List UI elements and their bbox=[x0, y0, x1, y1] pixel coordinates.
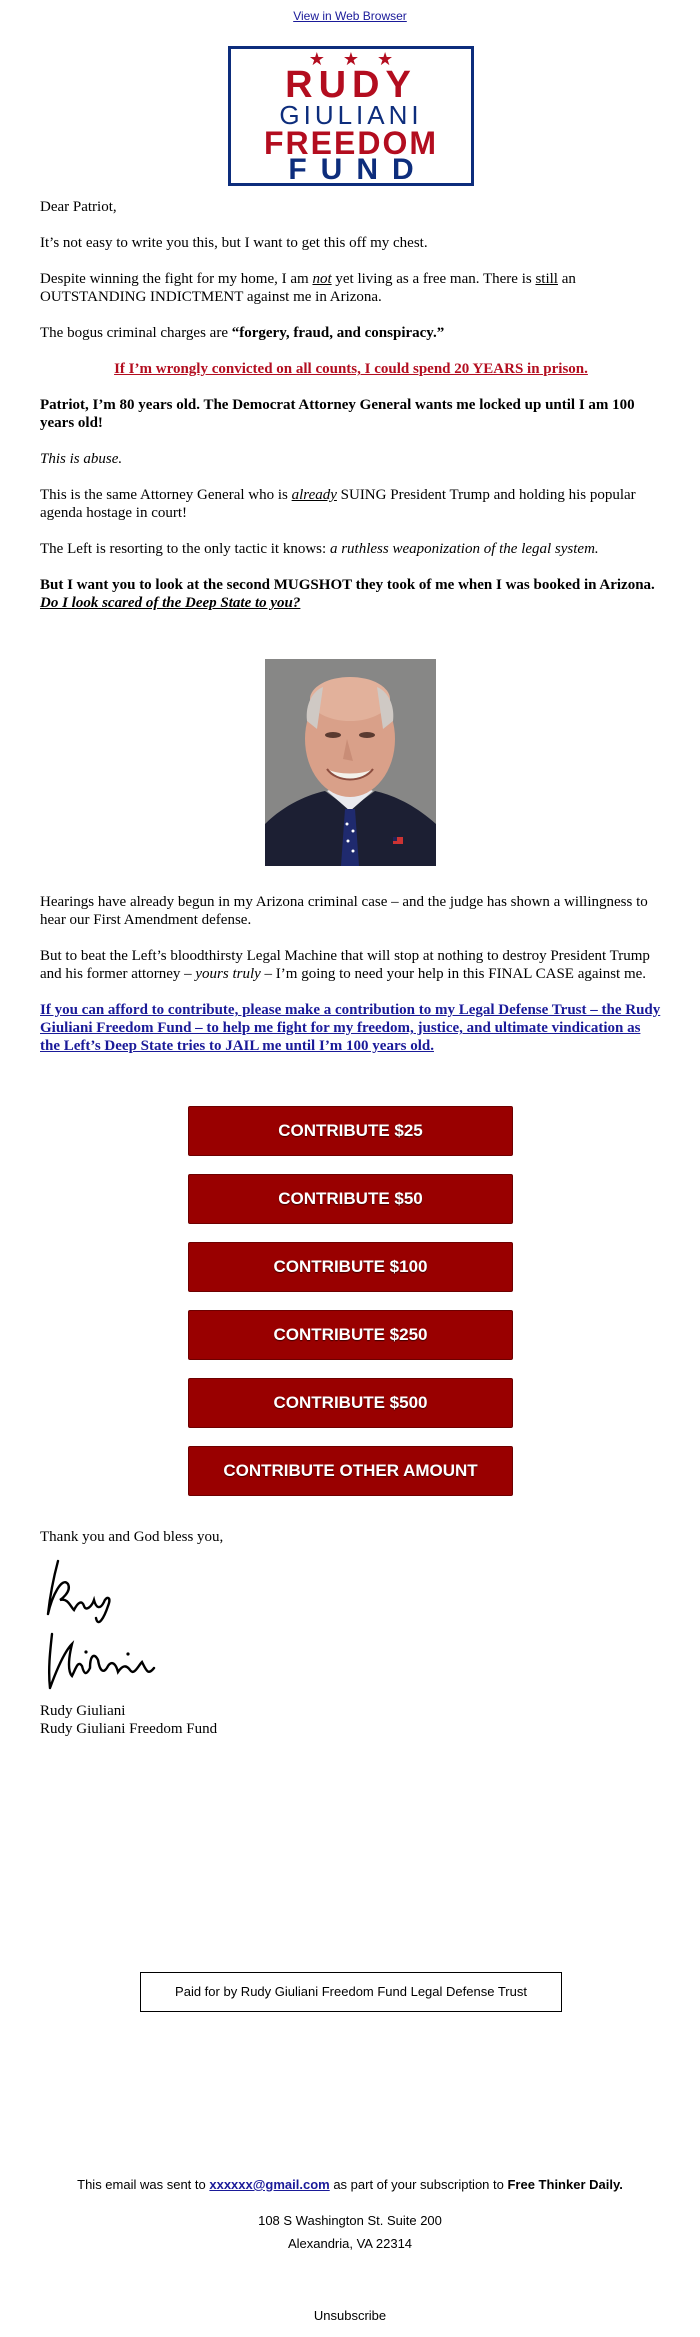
p11-yours-truly: yours truly bbox=[195, 966, 261, 982]
p2-text-b: yet living as a free man. There is bbox=[331, 271, 536, 287]
letter-body bbox=[40, 198, 662, 630]
address-line-2: Alexandria, VA 22314 bbox=[287, 2236, 413, 2251]
paragraph-left bbox=[40, 540, 662, 558]
p8-text-b: a ruthless weaponization of the legal system. bbox=[329, 541, 599, 557]
p7-text-b: SUING President Trump and holding his popular agenda hostage in court! bbox=[40, 487, 636, 521]
contribute-other-button[interactable]: CONTRIBUTE OTHER AMOUNT bbox=[188, 1446, 513, 1496]
contribute-25-button[interactable]: CONTRIBUTE $25 bbox=[188, 1106, 513, 1156]
greeting: Dear Patriot, bbox=[40, 199, 117, 215]
paragraph-1: It’s not easy to write you this, but I want to get this off my chest. bbox=[40, 235, 428, 251]
sent-text-a: This email was sent to bbox=[77, 2177, 210, 2192]
letter-body-2 bbox=[40, 893, 662, 1073]
p3-text-a: The bogus criminal charges are bbox=[40, 325, 232, 341]
subscription-notice bbox=[0, 2177, 700, 2193]
logo-stars: ★★★ bbox=[308, 49, 412, 69]
contribute-100-button[interactable]: CONTRIBUTE $100 bbox=[188, 1242, 513, 1292]
p8-text-a: The Left is resorting to the only tactic it knows: bbox=[40, 541, 330, 557]
signature-image bbox=[38, 1556, 198, 1696]
logo-line-rudy: RUDY bbox=[285, 64, 417, 106]
paragraph-3 bbox=[40, 324, 662, 342]
contribute-link[interactable]: If you can afford to contribute, please make a contribution to my Legal Defense Trust – the Rudy Giuliani Freedom Fund – to help me fight for my freedom, justice, and ultimate vindication as the Left’s Deep State tries to JAIL me until I’m 100 years old. bbox=[40, 1002, 661, 1054]
mugshot-photo bbox=[265, 659, 436, 866]
p11-text-c: – I’m going to need your help in this FINAL CASE against me. bbox=[260, 966, 647, 982]
paragraph-legal-machine bbox=[40, 947, 662, 983]
signer-name: Rudy Giuliani bbox=[40, 1703, 126, 1719]
p3-charges: “forgery, fraud, and conspiracy.” bbox=[231, 325, 445, 341]
p11-text-a: But to beat the Left’s bloodthirsty Legal Machine that will stop at nothing to destroy President Trump and his former attorney – bbox=[40, 948, 650, 982]
signer-org: Rudy Giuliani Freedom Fund bbox=[40, 1721, 218, 1737]
paragraph-abuse bbox=[40, 450, 662, 468]
paragraph-ag bbox=[40, 486, 662, 522]
signature-block bbox=[40, 1702, 217, 1738]
contribute-50-button[interactable]: CONTRIBUTE $50 bbox=[188, 1174, 513, 1224]
subscription-name: Free Thinker Daily. bbox=[507, 2177, 623, 2192]
logo-line-freedom: FREEDOM bbox=[264, 125, 438, 161]
contribute-250-button[interactable]: CONTRIBUTE $250 bbox=[188, 1310, 513, 1360]
paragraph-age: Patriot, I’m 80 years old. The Democrat Attorney General wants me locked up until I am 100 years old! bbox=[40, 397, 635, 431]
unsubscribe-link[interactable]: Unsubscribe bbox=[313, 2308, 387, 2323]
p2-text-c: an OUTSTANDING INDICTMENT against me in Arizona. bbox=[40, 271, 576, 305]
p2-text-a: Despite winning the fight for my home, I am bbox=[40, 271, 313, 287]
paragraph-contribute bbox=[40, 1001, 662, 1055]
abuse-text: This is abuse. bbox=[40, 451, 123, 467]
view-in-browser-link[interactable]: View in Web Browser bbox=[293, 9, 407, 23]
p2-still: still bbox=[535, 271, 558, 287]
p9-text-a: But I want you to look at the second MUGSHOT they took of me when I was booked in Arizona. bbox=[40, 577, 655, 593]
paid-for-disclaimer: Paid for by Rudy Giuliani Freedom Fund Legal Defense Trust bbox=[140, 1972, 562, 2012]
paragraph-hearings: Hearings have already begun in my Arizona criminal case – and the judge has shown a willingness to hear our First Amendment defense. bbox=[40, 894, 648, 928]
prison-warning: If I’m wrongly convicted on all counts, I could spend 20 YEARS in prison. bbox=[114, 361, 588, 377]
address-line-1: 108 S Washington St. Suite 200 bbox=[258, 2213, 442, 2228]
sent-text-b: as part of your subscription to bbox=[329, 2177, 508, 2192]
paragraph-2 bbox=[40, 270, 662, 306]
closing-thanks: Thank you and God bless you, bbox=[40, 1529, 224, 1545]
contribute-500-button[interactable]: CONTRIBUTE $500 bbox=[188, 1378, 513, 1428]
mugshot-illustration bbox=[265, 659, 436, 866]
paragraph-mugshot bbox=[40, 576, 662, 612]
p9-question: Do I look scared of the Deep State to you? bbox=[40, 595, 301, 611]
p7-already: already bbox=[291, 487, 337, 503]
p2-not: not bbox=[312, 271, 332, 287]
p7-text-a: This is the same Attorney General who is bbox=[40, 487, 292, 503]
freedom-fund-logo bbox=[228, 46, 474, 186]
subscriber-email-link[interactable]: xxxxxx@gmail.com bbox=[209, 2177, 330, 2192]
logo-line-giuliani: GIULIANI bbox=[279, 100, 423, 130]
logo-line-fund: FUND bbox=[288, 153, 428, 186]
